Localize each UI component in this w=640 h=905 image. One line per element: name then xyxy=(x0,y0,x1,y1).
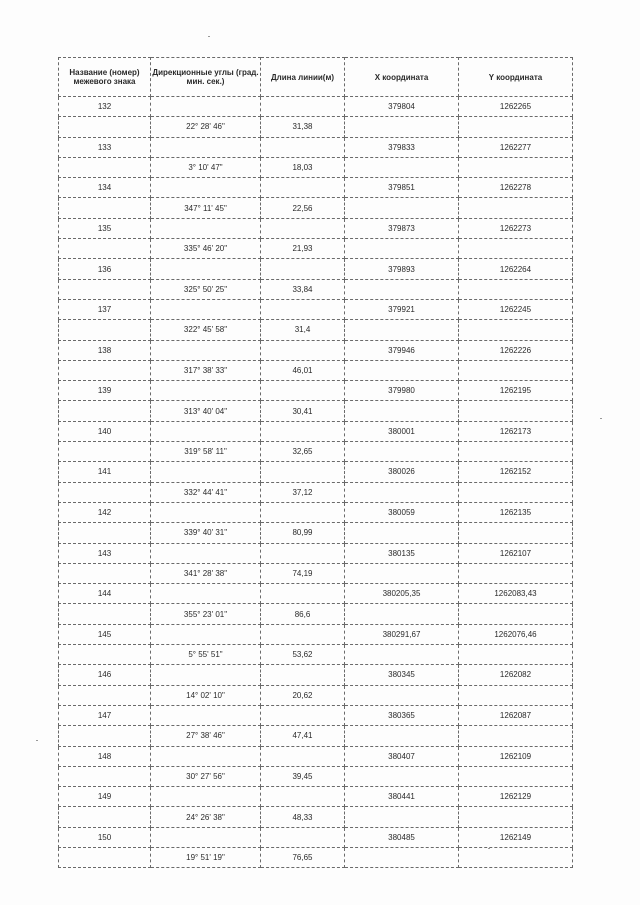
direction-angle-cell: 325° 50' 25" xyxy=(151,279,261,299)
direction-angle-cell: 341° 28' 38" xyxy=(151,563,261,583)
segment-row xyxy=(59,239,573,259)
direction-angle-cell: 319° 58' 11" xyxy=(151,442,261,462)
y-coordinate-cell: 1262277 xyxy=(459,137,573,157)
line-length-cell: 46,01 xyxy=(261,360,345,380)
segment-row xyxy=(59,482,573,502)
y-coordinate-cell: 1262195 xyxy=(459,381,573,401)
y-coordinate-cell: 1262265 xyxy=(459,97,573,117)
marker-name-cell: 136 xyxy=(59,259,151,279)
empty-cell xyxy=(345,685,459,705)
segment-row xyxy=(59,766,573,786)
x-coordinate-cell: 380365 xyxy=(345,705,459,725)
y-coordinate-cell: 1262149 xyxy=(459,827,573,847)
empty-cell xyxy=(459,360,573,380)
y-coordinate-cell: 1262273 xyxy=(459,218,573,238)
empty-cell xyxy=(345,726,459,746)
point-row xyxy=(59,97,573,117)
direction-angle-cell: 3° 10' 47" xyxy=(151,157,261,177)
empty-cell xyxy=(59,604,151,624)
empty-cell xyxy=(59,157,151,177)
empty-cell xyxy=(459,726,573,746)
empty-cell xyxy=(459,239,573,259)
marker-name-cell: 139 xyxy=(59,381,151,401)
empty-cell xyxy=(261,787,345,807)
empty-cell xyxy=(345,401,459,421)
empty-cell xyxy=(459,523,573,543)
y-coordinate-cell: 1262264 xyxy=(459,259,573,279)
empty-cell xyxy=(151,502,261,522)
empty-cell xyxy=(345,847,459,867)
y-coordinate-cell: 1262087 xyxy=(459,705,573,725)
x-coordinate-cell: 379893 xyxy=(345,259,459,279)
point-row xyxy=(59,543,573,563)
direction-angle-cell: 19° 51' 19" xyxy=(151,847,261,867)
marker-name-cell: 147 xyxy=(59,705,151,725)
empty-cell xyxy=(59,279,151,299)
point-row xyxy=(59,381,573,401)
line-length-cell: 31,38 xyxy=(261,117,345,137)
empty-cell xyxy=(261,624,345,644)
x-coordinate-cell: 380485 xyxy=(345,827,459,847)
scan-speck xyxy=(36,740,38,741)
direction-angle-cell: 322° 45' 58" xyxy=(151,320,261,340)
empty-cell xyxy=(59,523,151,543)
segment-row xyxy=(59,198,573,218)
empty-cell xyxy=(345,604,459,624)
marker-name-cell: 145 xyxy=(59,624,151,644)
marker-name-cell: 146 xyxy=(59,665,151,685)
empty-cell xyxy=(59,766,151,786)
direction-angle-cell: 24° 26' 38" xyxy=(151,807,261,827)
point-row xyxy=(59,340,573,360)
empty-cell xyxy=(261,218,345,238)
empty-cell xyxy=(459,198,573,218)
empty-cell xyxy=(261,705,345,725)
empty-cell xyxy=(261,827,345,847)
direction-angle-cell: 335° 46' 20" xyxy=(151,239,261,259)
table-header-row xyxy=(59,58,573,97)
empty-cell xyxy=(261,584,345,604)
empty-cell xyxy=(59,117,151,137)
segment-row xyxy=(59,360,573,380)
x-coordinate-cell: 379946 xyxy=(345,340,459,360)
empty-cell xyxy=(261,178,345,198)
segment-row xyxy=(59,604,573,624)
empty-cell xyxy=(459,401,573,421)
x-coordinate-cell: 380345 xyxy=(345,665,459,685)
segment-row xyxy=(59,726,573,746)
y-coordinate-cell: 1262107 xyxy=(459,543,573,563)
empty-cell xyxy=(151,624,261,644)
empty-cell xyxy=(59,360,151,380)
line-length-cell: 80,99 xyxy=(261,523,345,543)
segment-row xyxy=(59,279,573,299)
empty-cell xyxy=(151,584,261,604)
empty-cell xyxy=(345,239,459,259)
empty-cell xyxy=(261,421,345,441)
empty-cell xyxy=(59,320,151,340)
segment-row xyxy=(59,645,573,665)
marker-name-cell: 132 xyxy=(59,97,151,117)
y-coordinate-cell: 1262076,46 xyxy=(459,624,573,644)
segment-row xyxy=(59,117,573,137)
empty-cell xyxy=(459,279,573,299)
table-body xyxy=(59,97,573,868)
marker-name-cell: 133 xyxy=(59,137,151,157)
segment-row xyxy=(59,320,573,340)
marker-name-cell: 150 xyxy=(59,827,151,847)
empty-cell xyxy=(261,462,345,482)
point-row xyxy=(59,502,573,522)
empty-cell xyxy=(261,502,345,522)
scan-speck xyxy=(488,848,490,849)
empty-cell xyxy=(459,847,573,867)
empty-cell xyxy=(151,381,261,401)
x-coordinate-cell: 379833 xyxy=(345,137,459,157)
segment-row xyxy=(59,401,573,421)
x-coordinate-cell: 380026 xyxy=(345,462,459,482)
empty-cell xyxy=(151,705,261,725)
empty-cell xyxy=(59,847,151,867)
y-coordinate-cell: 1262173 xyxy=(459,421,573,441)
x-coordinate-cell: 379804 xyxy=(345,97,459,117)
line-length-cell: 86,6 xyxy=(261,604,345,624)
line-length-cell: 18,03 xyxy=(261,157,345,177)
empty-cell xyxy=(59,401,151,421)
marker-name-cell: 134 xyxy=(59,178,151,198)
direction-angle-cell: 14° 02' 10" xyxy=(151,685,261,705)
empty-cell xyxy=(59,685,151,705)
empty-cell xyxy=(345,198,459,218)
direction-angle-cell: 27° 38' 46" xyxy=(151,726,261,746)
x-coordinate-cell: 380407 xyxy=(345,746,459,766)
point-row xyxy=(59,421,573,441)
line-length-cell: 33,84 xyxy=(261,279,345,299)
direction-angle-cell: 22° 28' 46" xyxy=(151,117,261,137)
header-line-length: Длина линии(м) xyxy=(261,58,345,97)
marker-name-cell: 141 xyxy=(59,462,151,482)
empty-cell xyxy=(261,259,345,279)
point-row xyxy=(59,705,573,725)
line-length-cell: 47,41 xyxy=(261,726,345,746)
empty-cell xyxy=(151,746,261,766)
empty-cell xyxy=(151,827,261,847)
empty-cell xyxy=(261,746,345,766)
empty-cell xyxy=(59,726,151,746)
empty-cell xyxy=(151,97,261,117)
empty-cell xyxy=(345,442,459,462)
x-coordinate-cell: 380441 xyxy=(345,787,459,807)
empty-cell xyxy=(261,137,345,157)
empty-cell xyxy=(459,442,573,462)
direction-angle-cell: 313° 40' 04" xyxy=(151,401,261,421)
marker-name-cell: 142 xyxy=(59,502,151,522)
y-coordinate-cell: 1262226 xyxy=(459,340,573,360)
point-row xyxy=(59,259,573,279)
y-coordinate-cell: 1262109 xyxy=(459,746,573,766)
empty-cell xyxy=(261,340,345,360)
marker-name-cell: 138 xyxy=(59,340,151,360)
header-y-coordinate: Y координата xyxy=(459,58,573,97)
marker-name-cell: 149 xyxy=(59,787,151,807)
empty-cell xyxy=(59,563,151,583)
empty-cell xyxy=(459,645,573,665)
empty-cell xyxy=(345,645,459,665)
header-direction-angle: Дирекционные углы (град. мин. сек.) xyxy=(151,58,261,97)
line-length-cell: 74,19 xyxy=(261,563,345,583)
coordinates-table xyxy=(58,57,573,868)
empty-cell xyxy=(261,543,345,563)
direction-angle-cell: 355° 23' 01" xyxy=(151,604,261,624)
line-length-cell: 31,4 xyxy=(261,320,345,340)
empty-cell xyxy=(151,340,261,360)
segment-row xyxy=(59,523,573,543)
line-length-cell: 20,62 xyxy=(261,685,345,705)
y-coordinate-cell: 1262152 xyxy=(459,462,573,482)
marker-name-cell: 137 xyxy=(59,299,151,319)
line-length-cell: 37,12 xyxy=(261,482,345,502)
x-coordinate-cell: 379851 xyxy=(345,178,459,198)
empty-cell xyxy=(345,523,459,543)
x-coordinate-cell: 380135 xyxy=(345,543,459,563)
empty-cell xyxy=(151,137,261,157)
empty-cell xyxy=(459,117,573,137)
empty-cell xyxy=(345,766,459,786)
y-coordinate-cell: 1262083,43 xyxy=(459,584,573,604)
empty-cell xyxy=(459,482,573,502)
empty-cell xyxy=(151,299,261,319)
empty-cell xyxy=(459,766,573,786)
point-row xyxy=(59,746,573,766)
marker-name-cell: 135 xyxy=(59,218,151,238)
x-coordinate-cell: 380059 xyxy=(345,502,459,522)
line-length-cell: 21,93 xyxy=(261,239,345,259)
x-coordinate-cell: 380001 xyxy=(345,421,459,441)
x-coordinate-cell: 380291,67 xyxy=(345,624,459,644)
line-length-cell: 39,45 xyxy=(261,766,345,786)
point-row xyxy=(59,218,573,238)
x-coordinate-cell: 379921 xyxy=(345,299,459,319)
segment-row xyxy=(59,807,573,827)
empty-cell xyxy=(151,259,261,279)
empty-cell xyxy=(151,218,261,238)
x-coordinate-cell: 380205,35 xyxy=(345,584,459,604)
empty-cell xyxy=(151,787,261,807)
direction-angle-cell: 30° 27' 56" xyxy=(151,766,261,786)
direction-angle-cell: 317° 38' 33" xyxy=(151,360,261,380)
line-length-cell: 32,65 xyxy=(261,442,345,462)
point-row xyxy=(59,462,573,482)
empty-cell xyxy=(345,279,459,299)
segment-row xyxy=(59,157,573,177)
line-length-cell: 48,33 xyxy=(261,807,345,827)
direction-angle-cell: 347° 11' 45" xyxy=(151,198,261,218)
marker-name-cell: 144 xyxy=(59,584,151,604)
header-x-coordinate: X координата xyxy=(345,58,459,97)
empty-cell xyxy=(345,563,459,583)
empty-cell xyxy=(59,645,151,665)
direction-angle-cell: 5° 55' 51" xyxy=(151,645,261,665)
point-row xyxy=(59,665,573,685)
point-row xyxy=(59,827,573,847)
empty-cell xyxy=(151,665,261,685)
marker-name-cell: 143 xyxy=(59,543,151,563)
empty-cell xyxy=(345,157,459,177)
empty-cell xyxy=(151,178,261,198)
x-coordinate-cell: 379873 xyxy=(345,218,459,238)
empty-cell xyxy=(459,604,573,624)
empty-cell xyxy=(261,299,345,319)
y-coordinate-cell: 1262245 xyxy=(459,299,573,319)
point-row xyxy=(59,584,573,604)
marker-name-cell: 140 xyxy=(59,421,151,441)
segment-row xyxy=(59,685,573,705)
segment-row xyxy=(59,563,573,583)
empty-cell xyxy=(345,320,459,340)
point-row xyxy=(59,178,573,198)
segment-row xyxy=(59,847,573,867)
point-row xyxy=(59,624,573,644)
direction-angle-cell: 332° 44' 41" xyxy=(151,482,261,502)
line-length-cell: 22,56 xyxy=(261,198,345,218)
header-marker-name: Название (номер) межевого знака xyxy=(59,58,151,97)
empty-cell xyxy=(59,482,151,502)
line-length-cell: 53,62 xyxy=(261,645,345,665)
point-row xyxy=(59,299,573,319)
y-coordinate-cell: 1262082 xyxy=(459,665,573,685)
y-coordinate-cell: 1262135 xyxy=(459,502,573,522)
point-row xyxy=(59,787,573,807)
y-coordinate-cell: 1262129 xyxy=(459,787,573,807)
empty-cell xyxy=(261,97,345,117)
empty-cell xyxy=(459,563,573,583)
marker-name-cell: 148 xyxy=(59,746,151,766)
empty-cell xyxy=(345,482,459,502)
empty-cell xyxy=(59,239,151,259)
empty-cell xyxy=(261,665,345,685)
segment-row xyxy=(59,442,573,462)
empty-cell xyxy=(151,543,261,563)
scan-speck xyxy=(208,36,210,37)
empty-cell xyxy=(59,442,151,462)
direction-angle-cell: 339° 40' 31" xyxy=(151,523,261,543)
x-coordinate-cell: 379980 xyxy=(345,381,459,401)
y-coordinate-cell: 1262278 xyxy=(459,178,573,198)
empty-cell xyxy=(345,117,459,137)
point-row xyxy=(59,137,573,157)
empty-cell xyxy=(459,807,573,827)
empty-cell xyxy=(261,381,345,401)
scan-speck xyxy=(600,418,602,419)
empty-cell xyxy=(59,198,151,218)
empty-cell xyxy=(151,462,261,482)
empty-cell xyxy=(459,685,573,705)
empty-cell xyxy=(59,807,151,827)
empty-cell xyxy=(459,157,573,177)
empty-cell xyxy=(459,320,573,340)
line-length-cell: 30,41 xyxy=(261,401,345,421)
empty-cell xyxy=(345,807,459,827)
line-length-cell: 76,65 xyxy=(261,847,345,867)
empty-cell xyxy=(345,360,459,380)
empty-cell xyxy=(151,421,261,441)
